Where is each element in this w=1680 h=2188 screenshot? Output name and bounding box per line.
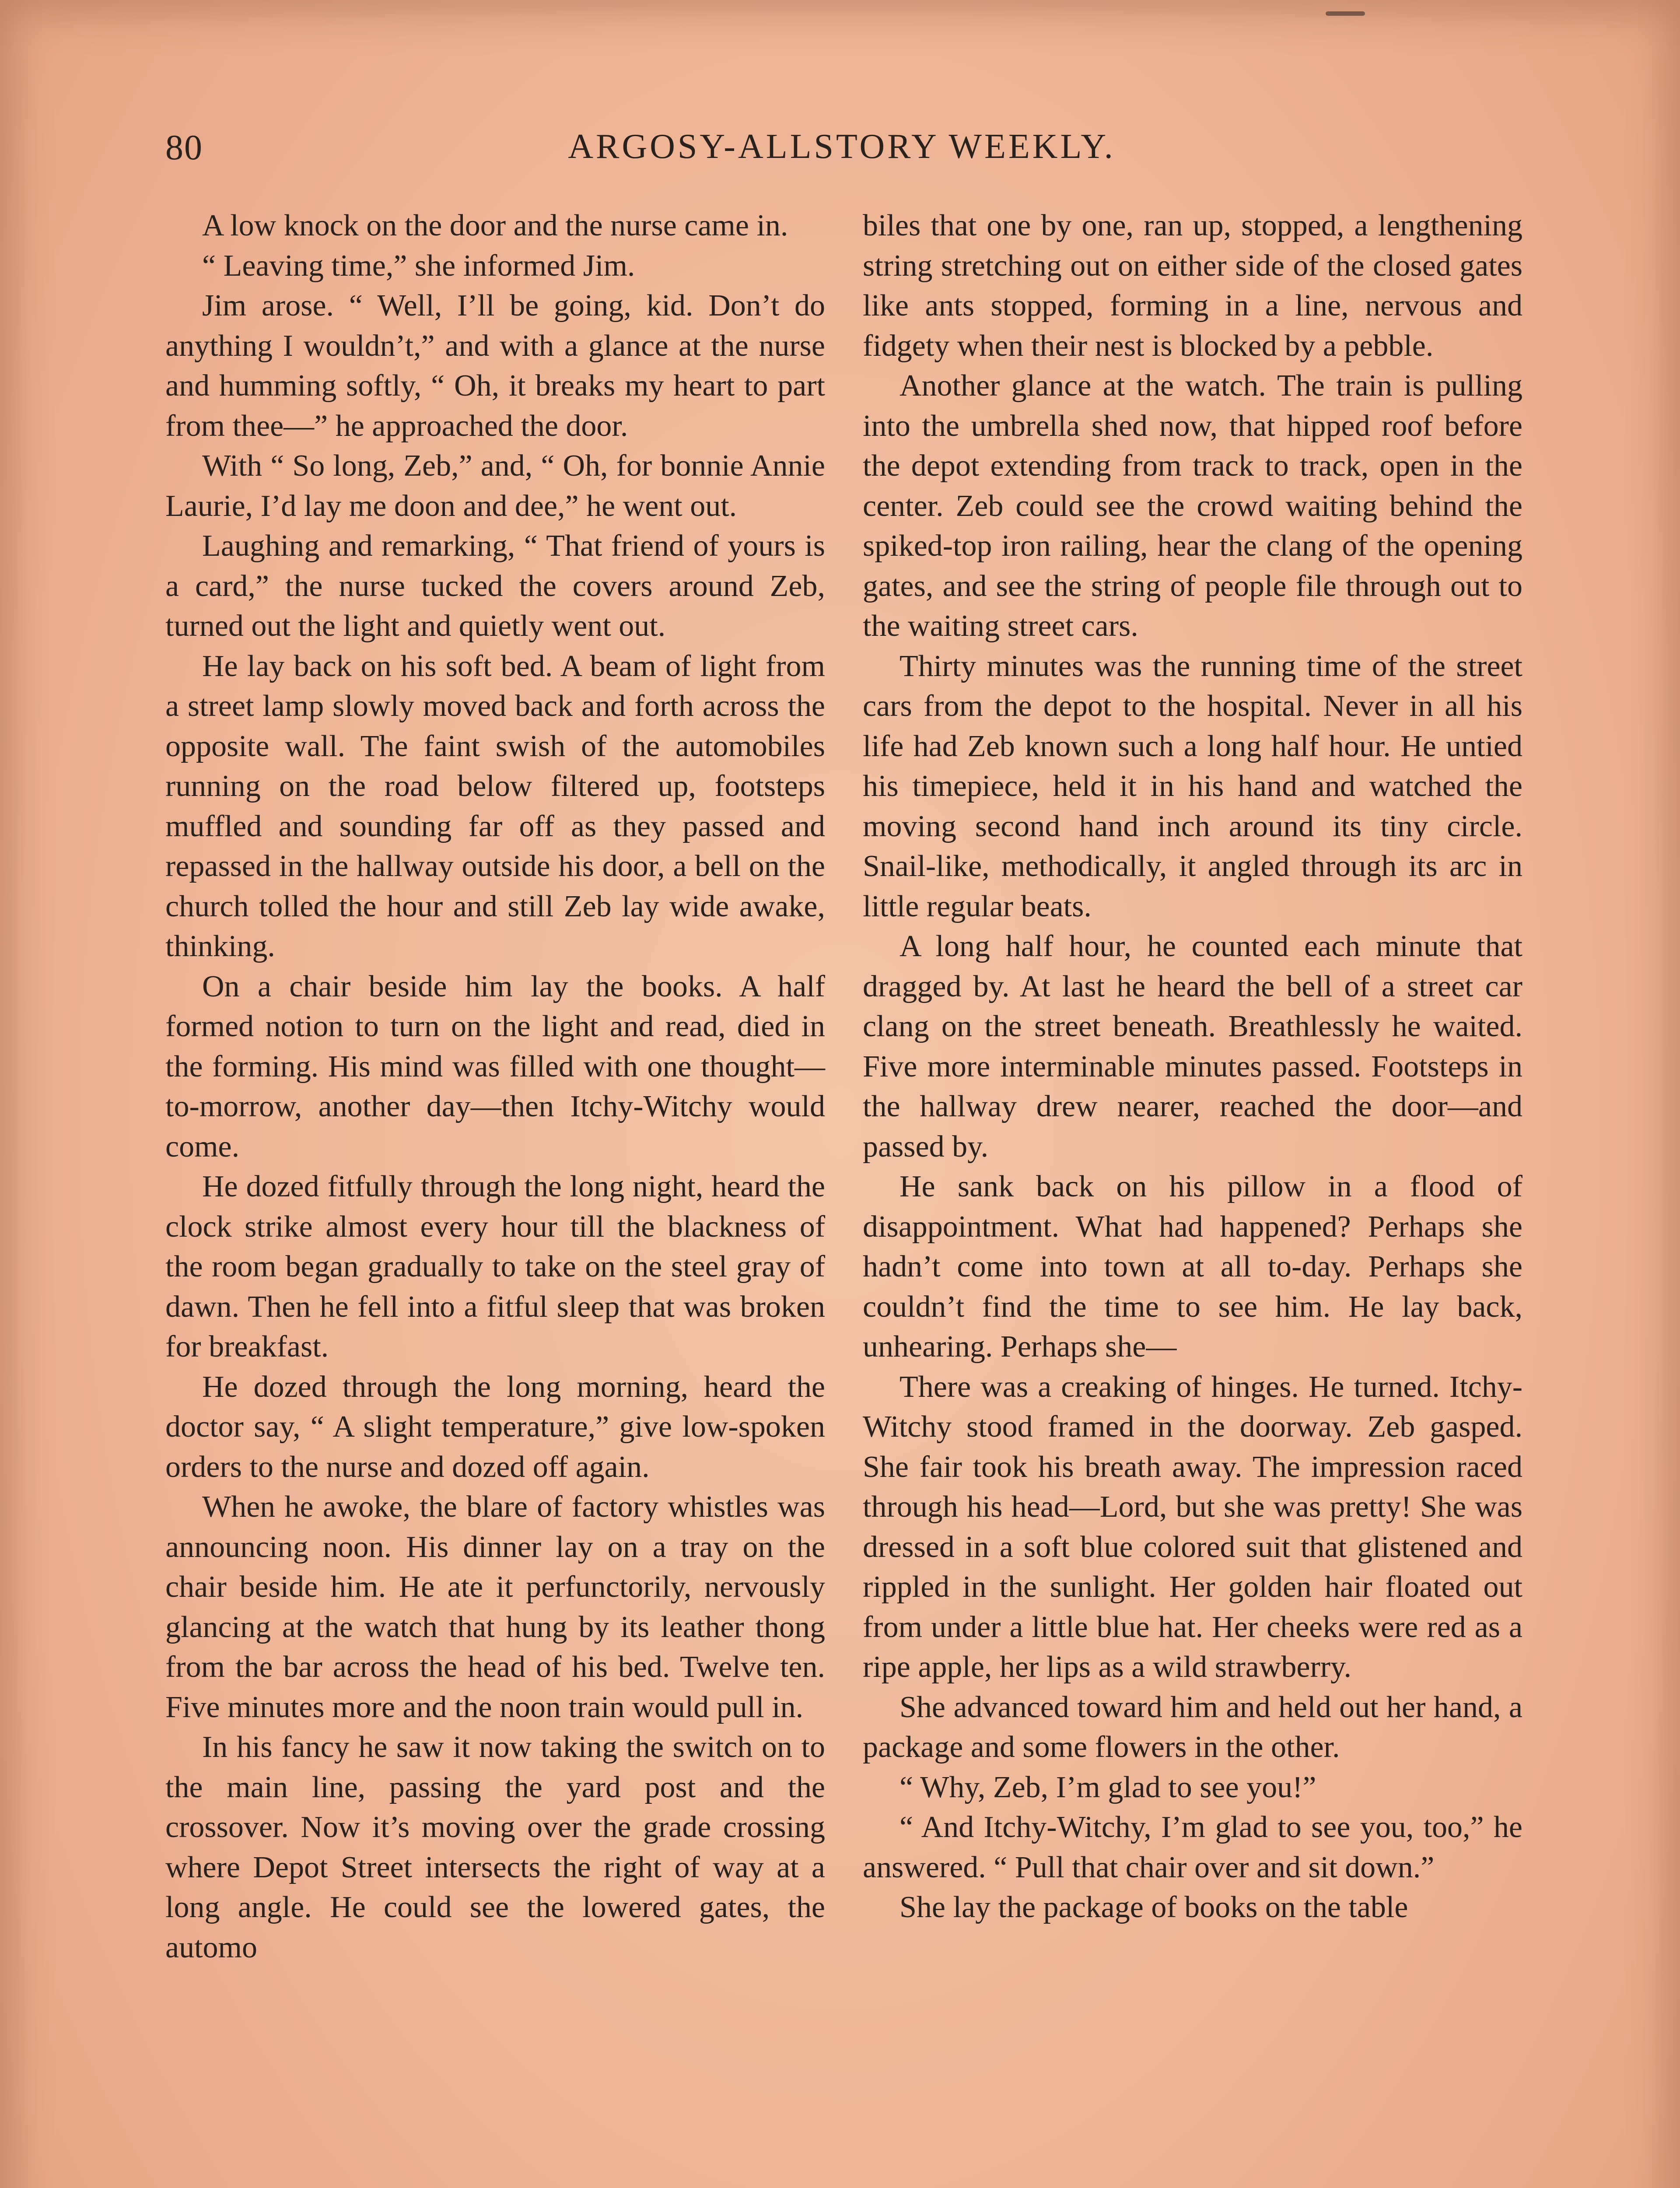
paragraph: Thirty minutes was the running time of the street cars from the depot to the hospital. Never in all his life had Zeb known such a long half hour. He untied his timepiece, held it in his hand and watched the moving second hand inch around its tiny circle. Snail-like, methodically, it angled through its arc in little regular beats.: [863, 649, 1522, 923]
paragraph: She lay the package of books on the table: [900, 1890, 1408, 1924]
paragraph: “ And Itchy-Witchy, I’m glad to see you, too,” he answered. “ Pull that chair over and sit down.”: [863, 1810, 1522, 1884]
paragraph: He sank back on his pillow in a flood of disappointment. What had happened? Perhaps she hadn’t come into town at all to-day. Perhaps she couldn’t find the time to see him. He lay back, unhearing. Perhaps she—: [863, 1170, 1522, 1364]
page-header: [165, 127, 1518, 175]
left-text-column: [165, 206, 825, 1967]
paragraph: Jim arose. “ Well, I’ll be going, kid. Don’t do anything I wouldn’t,” and with a glance at the nurse and humming softly, “ Oh, it breaks my heart to part from thee—” he approached the door.: [165, 289, 825, 443]
scan-mark: [1326, 11, 1365, 16]
paragraph: He dozed through the long morning, heard the doctor say, “ A slight temperature,” give low-spoken orders to the nurse and dozed off again.: [165, 1370, 825, 1484]
paragraph: On a chair beside him lay the books. A half formed notion to turn on the light and read, died in the forming. His mind was filled with one thought—to-morrow, another day—then Itchy-Witchy would come.: [165, 969, 825, 1164]
paragraph: “ Leaving time,” she informed Jim.: [202, 249, 635, 283]
right-text-column: [863, 206, 1522, 1928]
paragraph: Another glance at the watch. The train is pulling into the umbrella shed now, that hipped roof before the depot extending from track to track, open in the center. Zeb could see the crowd waiting behind the spiked-top iron railing, hear the clang of the opening gates, and see the string of people file through out to the waiting street cars.: [863, 369, 1522, 643]
page-number: 80: [165, 127, 203, 167]
paragraph: When he awoke, the blare of factory whistles was announcing noon. His dinner lay on a tray on the chair beside him. He ate it perfunctorily, nervously glancing at the watch that hung by its leather thong from the bar across the head of his bed. Twelve ten. Five minutes more and the noon train would pull in.: [165, 1490, 825, 1724]
paragraph: “ Why, Zeb, I’m glad to see you!”: [900, 1770, 1316, 1804]
paragraph: Laughing and remarking, “ That friend of yours is a card,” the nurse tucked the covers around Zeb, turned out the light and quietly went out.: [165, 529, 825, 643]
paragraph: He dozed fitfully through the long night, heard the clock strike almost every hour till the blackness of the room began gradually to take on the steel gray of dawn. Then he fell into a fitful sleep that was broken for breakfast.: [165, 1170, 825, 1364]
paragraph: In his fancy he saw it now taking the switch on to the main line, passing the yard post and the crossover. Now it’s moving over the grade crossing where Depot Street intersects the right of way at a long angle. He could see the lowered gates, the automo: [165, 1730, 825, 1964]
running-title: ARGOSY-ALLSTORY WEEKLY.: [568, 127, 1116, 166]
paragraph: A low knock on the door and the nurse came in.: [202, 209, 788, 242]
paragraph: He lay back on his soft bed. A beam of light from a street lamp slowly moved back and forth across the opposite wall. The faint swish of the automobiles running on the road below filtered up, footsteps muffled and sounding far off as they passed and repassed in the hallway outside his door, a bell on the church tolled the hour and still Zeb lay wide awake, thinking.: [165, 649, 825, 963]
paragraph: With “ So long, Zeb,” and, “ Oh, for bonnie Annie Laurie, I’d lay me doon and dee,” he went out.: [165, 449, 825, 523]
paragraph: A long half hour, he counted each minute that dragged by. At last he heard the bell of a street car clang on the street beneath. Breathlessly he waited. Five more interminable minutes passed. Footsteps in the hallway drew nearer, reached the door—and passed by.: [863, 929, 1522, 1164]
paragraph: She advanced toward him and held out her hand, a package and some flowers in the other.: [863, 1690, 1522, 1764]
paragraph: biles that one by one, ran up, stopped, a lengthening string stretching out on either side of the closed gates like ants stopped, forming in a line, nervous and fidgety when their nest is blocked by a pebble.: [863, 209, 1522, 363]
paragraph: There was a creaking of hinges. He turned. Itchy-Witchy stood framed in the doorway. Zeb gasped. She fair took his breath away. The impression raced through his head—Lord, but she was pretty! She was dressed in a soft blue colored suit that glistened and rippled in the sunlight. Her golden hair floated out from under a little blue hat. Her cheeks were red as a ripe apple, her lips as a wild strawberry.: [863, 1370, 1522, 1684]
